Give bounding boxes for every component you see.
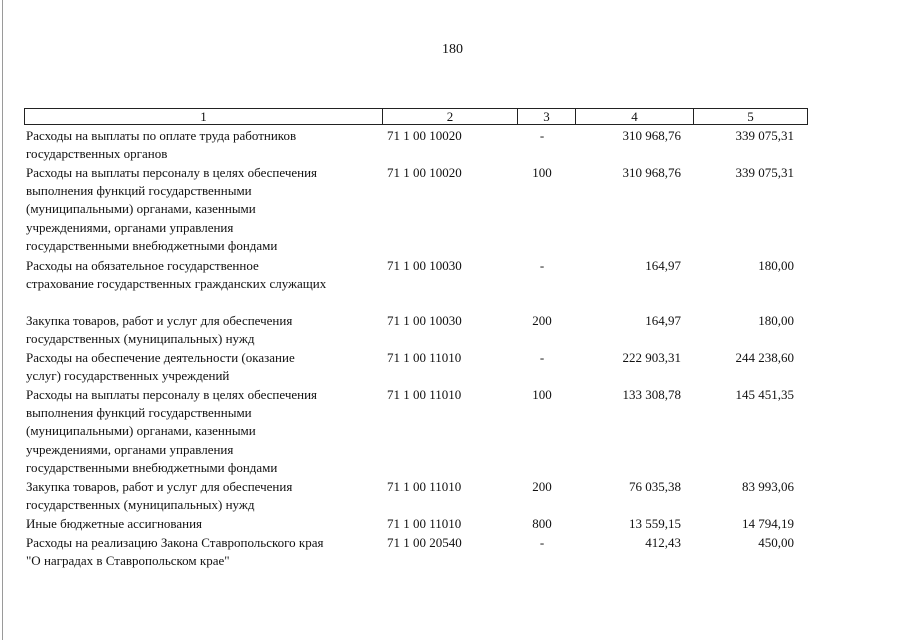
- row-type: -: [539, 128, 545, 143]
- row-type: 200: [532, 479, 552, 494]
- row-code: 71 1 00 10020: [387, 165, 462, 180]
- row-name-line: Расходы на выплаты по оплате труда работников: [26, 128, 297, 143]
- row-value-1: 133 308,78: [622, 387, 681, 402]
- table-row: [24, 312, 808, 348]
- row-value-2: 450,00: [758, 535, 794, 550]
- row-name-line: услуг) государственных учреждений: [26, 368, 230, 384]
- row-type: -: [539, 350, 545, 365]
- row-name: [24, 478, 382, 514]
- row-name-line: (муниципальными) органами, казенными: [26, 423, 256, 439]
- row-name: [24, 515, 382, 533]
- table-row: [24, 386, 808, 477]
- row-code: 71 1 00 10020: [387, 128, 462, 143]
- row-name-line: учреждениями, органами управления: [26, 219, 234, 235]
- row-name-line: Расходы на выплаты персоналу в целях обеспечения: [26, 165, 318, 180]
- row-name: [24, 164, 382, 255]
- row-name-line: Расходы на реализацию Закона Ставропольского края: [26, 535, 324, 550]
- row-value-2: 180,00: [758, 258, 794, 273]
- row-type: -: [539, 258, 545, 273]
- row-value-2: 244 238,60: [735, 350, 794, 365]
- row-value-1: 13 559,15: [629, 516, 681, 531]
- row-name: [24, 257, 382, 293]
- row-name-line: Расходы на обеспечение деятельности (оказание: [26, 350, 295, 365]
- row-name-line: страхование государственных гражданских служащих: [26, 276, 327, 292]
- row-type: -: [539, 535, 545, 550]
- page-number: 180: [442, 42, 463, 57]
- row-value-2: 14 794,19: [742, 516, 794, 531]
- row-type: 100: [532, 387, 552, 402]
- row-value-2: 339 075,31: [735, 165, 794, 180]
- header-col-3: 3: [518, 109, 576, 124]
- row-name: [24, 349, 382, 385]
- row-name: [24, 386, 382, 477]
- table-row: [24, 164, 808, 255]
- row-name-line: Закупка товаров, работ и услуг для обеспечения: [26, 479, 293, 494]
- row-code: 71 1 00 10030: [387, 313, 462, 328]
- row-code: 71 1 00 20540: [387, 535, 462, 550]
- row-type: 100: [532, 165, 552, 180]
- row-type: 200: [532, 313, 552, 328]
- row-value-1: 310 968,76: [622, 128, 681, 143]
- row-type: 800: [532, 516, 552, 531]
- header-col-5: 5: [747, 109, 754, 124]
- table-row: [24, 257, 808, 293]
- row-name-line: "О наградах в Ставропольском крае": [26, 553, 230, 569]
- table-row: [24, 127, 808, 163]
- row-value-1: 76 035,38: [629, 479, 681, 494]
- header-col-1: 1: [25, 109, 383, 124]
- table-row: [24, 515, 808, 533]
- header-col-2: 2: [383, 109, 518, 124]
- row-name-line: государственных (муниципальных) нужд: [26, 331, 255, 347]
- row-name-line: Иные бюджетные ассигнования: [26, 516, 203, 531]
- row-name-line: выполнения функций государственными: [26, 183, 252, 199]
- row-name-line: Расходы на выплаты персоналу в целях обеспечения: [26, 387, 318, 402]
- row-value-1: 164,97: [645, 313, 681, 328]
- row-name-line: учреждениями, органами управления: [26, 441, 234, 457]
- row-name-line: выполнения функций государственными: [26, 405, 252, 421]
- row-name-line: Закупка товаров, работ и услуг для обеспечения: [26, 313, 293, 328]
- row-code: 71 1 00 11010: [387, 387, 462, 402]
- row-value-1: 412,43: [645, 535, 681, 550]
- row-name-line: государственных органов: [26, 146, 168, 162]
- row-name: [24, 127, 382, 163]
- row-name: [24, 312, 382, 348]
- row-name-line: государственными внебюджетными фондами: [26, 459, 278, 475]
- row-name-line: Расходы на обязательное государственное: [26, 258, 259, 273]
- row-value-1: 222 903,31: [622, 350, 681, 365]
- row-value-1: 164,97: [645, 258, 681, 273]
- row-code: 71 1 00 11010: [387, 350, 462, 365]
- table-row: [24, 478, 808, 514]
- row-name-line: государственными внебюджетными фондами: [26, 237, 278, 253]
- row-name-line: (муниципальными) органами, казенными: [26, 201, 256, 217]
- row-name-line: государственных (муниципальных) нужд: [26, 497, 255, 513]
- row-name: [24, 534, 382, 570]
- row-code: 71 1 00 11010: [387, 479, 462, 494]
- table-row: [24, 349, 808, 385]
- table-row: [24, 534, 808, 570]
- row-value-2: 83 993,06: [742, 479, 794, 494]
- row-code: 71 1 00 11010: [387, 516, 462, 531]
- row-value-2: 145 451,35: [735, 387, 794, 402]
- row-value-1: 310 968,76: [622, 165, 681, 180]
- page-left-edge: [2, 0, 3, 640]
- header-col-4: 4: [576, 109, 694, 124]
- row-value-2: 180,00: [758, 313, 794, 328]
- row-code: 71 1 00 10030: [387, 258, 462, 273]
- row-value-2: 339 075,31: [735, 128, 794, 143]
- table-header: [24, 108, 808, 125]
